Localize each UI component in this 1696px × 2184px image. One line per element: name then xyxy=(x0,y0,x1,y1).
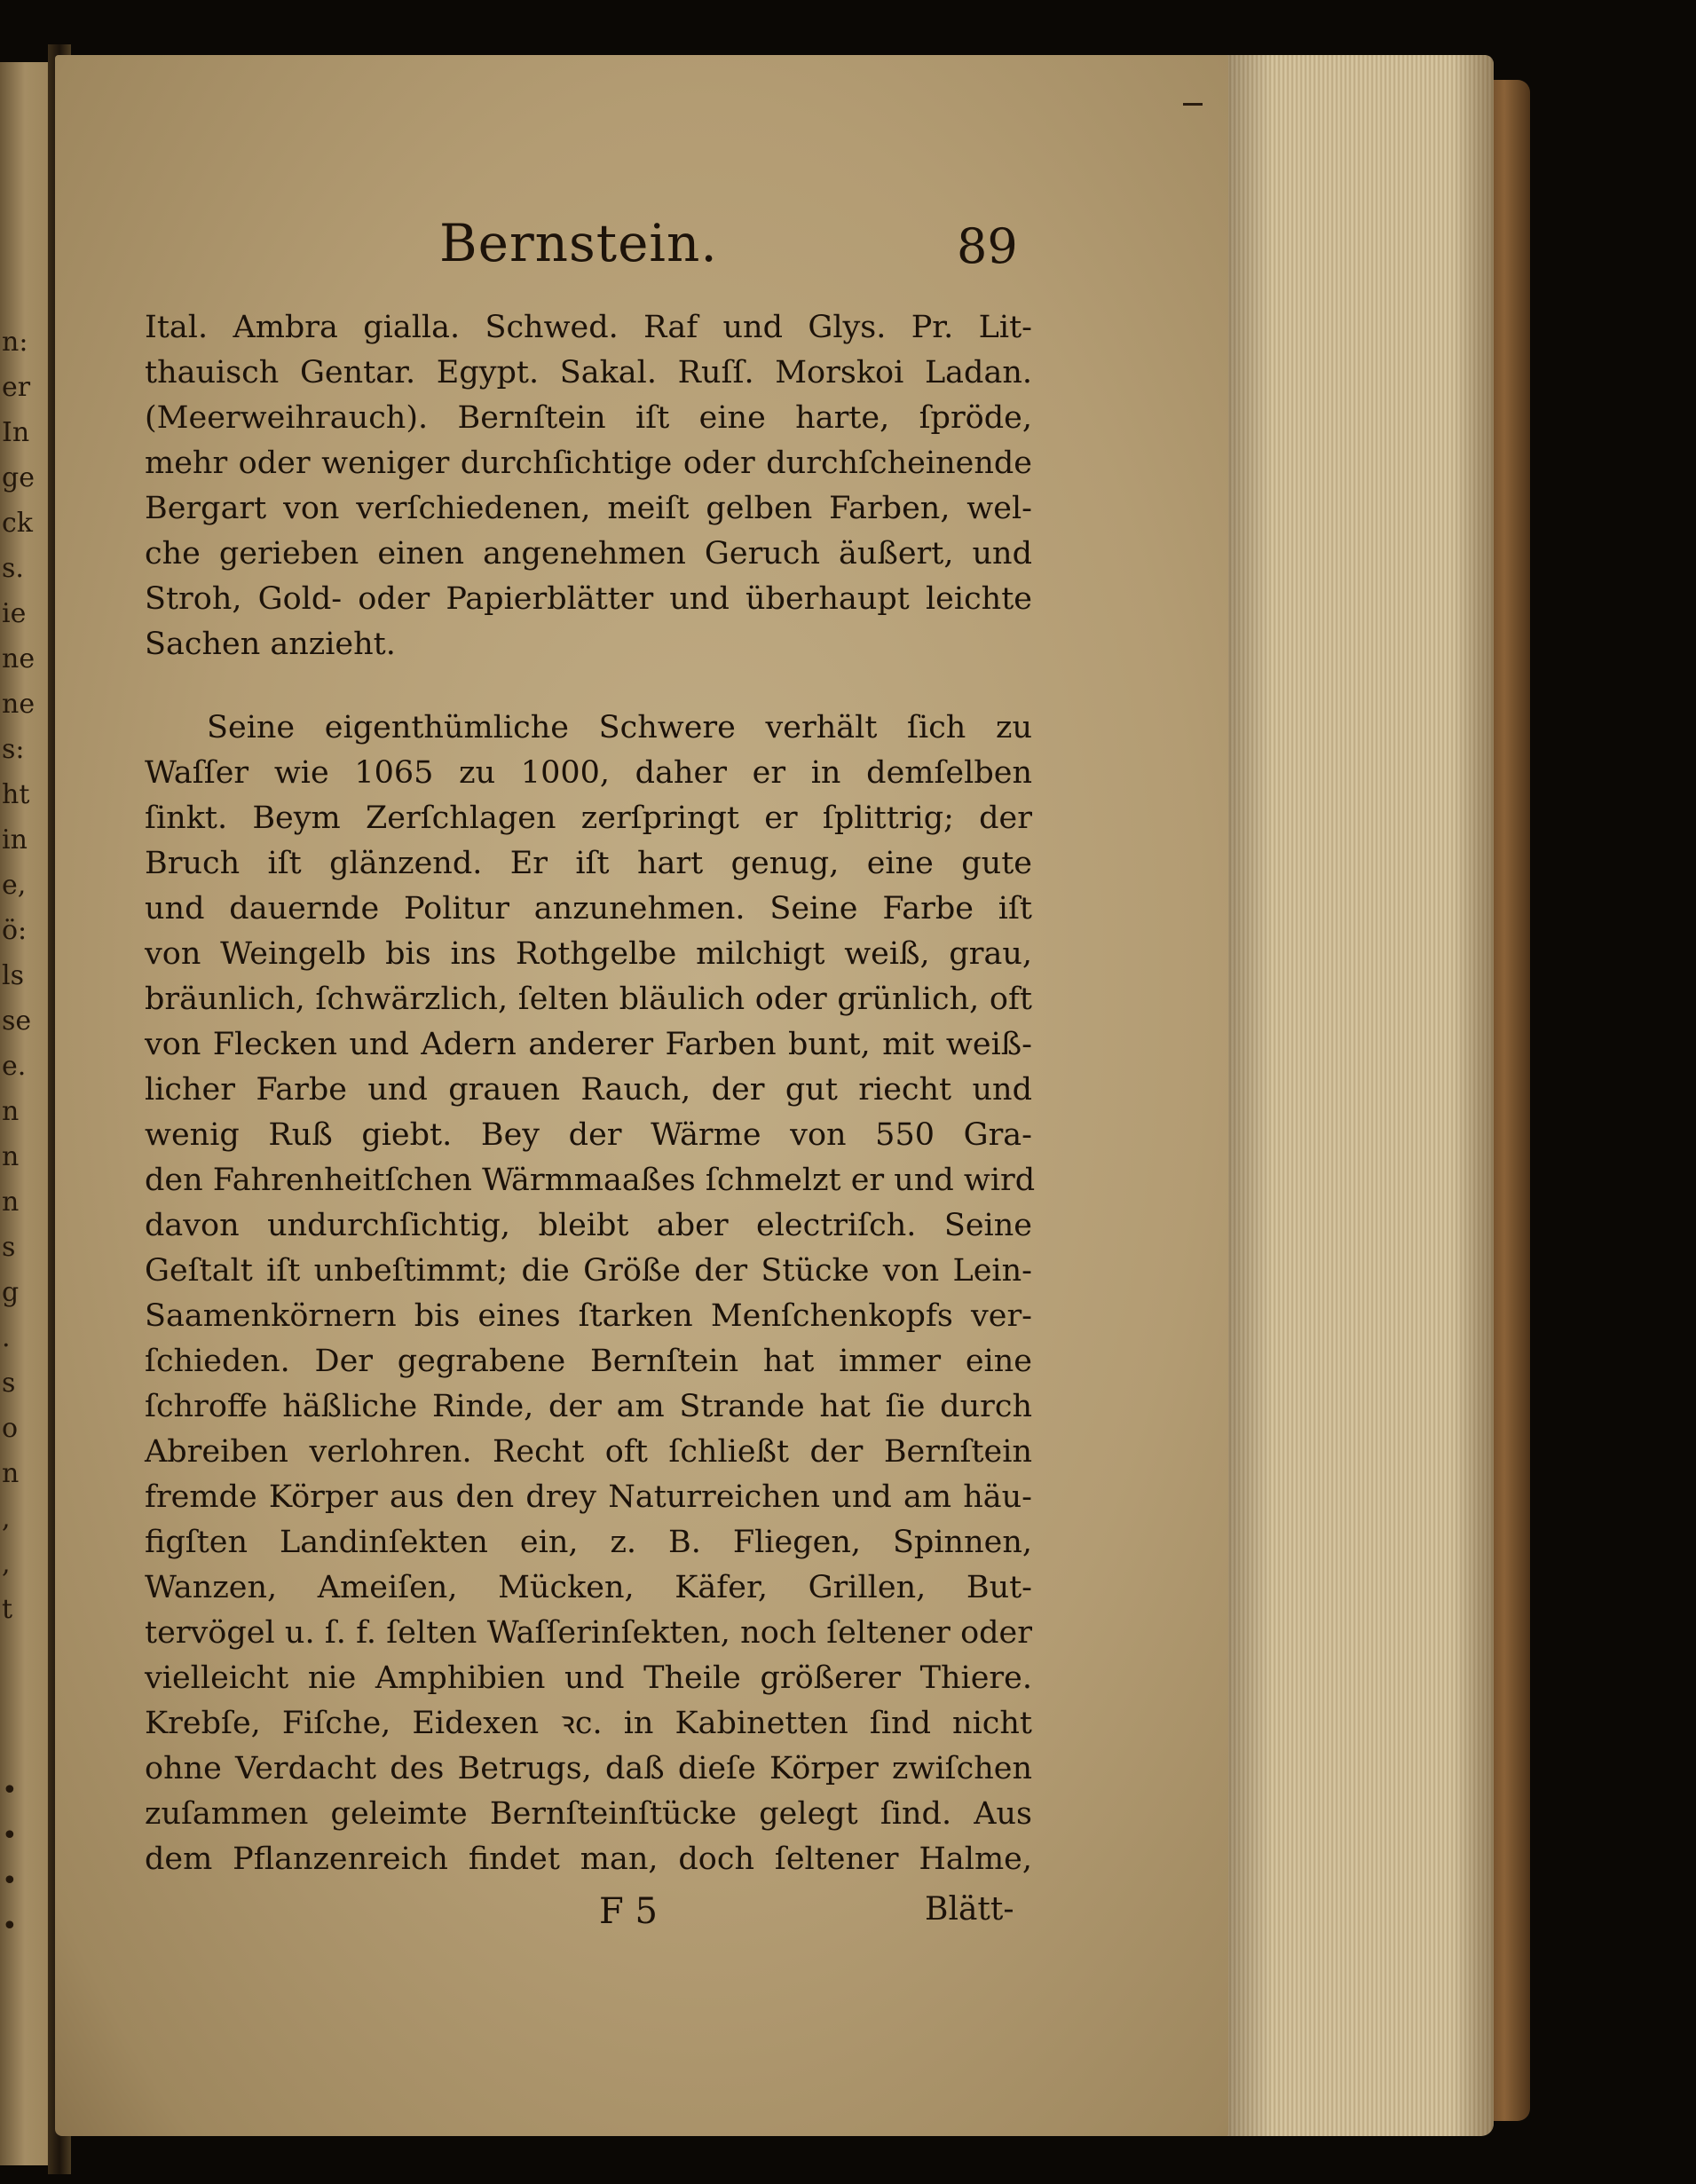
text-line: bräunlich, ſchwärzlich, ſelten bläulich oder grünlich, oft xyxy=(145,982,1032,1017)
left-fragment: ie xyxy=(2,598,27,629)
text-line: Wanzen, Ameiſen, Mücken, Käfer, Grillen, But- xyxy=(145,1570,1032,1605)
text-line: Krebſe, Fiſche, Eidexen ꝛc. in Kabinetten ſind nicht xyxy=(145,1706,1032,1741)
left-fragment: t xyxy=(2,1594,13,1625)
left-fragment: , xyxy=(2,1549,11,1580)
text-line: Bruch iſt glänzend. Er iſt hart genug, eine gute xyxy=(145,846,1032,881)
left-fragment: e. xyxy=(2,1051,27,1082)
paragraph-1 xyxy=(145,305,1032,667)
text-line: (Meerweihrauch). Bernſtein iſt eine harte, ſpröde, xyxy=(145,400,1032,436)
left-fragment: n: xyxy=(2,327,28,358)
left-fragment: ö: xyxy=(2,915,28,946)
left-page-text-fragments xyxy=(2,319,46,1949)
text-line: Sachen anzieht. xyxy=(145,627,396,662)
left-fragment: e, xyxy=(2,870,27,901)
left-fragment: s: xyxy=(2,734,25,765)
left-fragment: • xyxy=(2,1911,18,1942)
left-fragment: n xyxy=(2,1096,20,1127)
left-fragment: • xyxy=(2,1775,18,1806)
left-fragment: ge xyxy=(2,462,35,493)
text-line: mehr oder weniger durchſichtige oder durchſcheinende xyxy=(145,445,1032,481)
text-line: ohne Verdacht des Betrugs, daß dieſe Körper zwiſchen xyxy=(145,1751,1032,1786)
left-fragment: o xyxy=(2,1413,19,1444)
left-fragment: , xyxy=(2,1503,11,1534)
text-line: fremde Körper aus den drey Naturreichen und am häu- xyxy=(145,1479,1032,1515)
running-head: Bernstein. xyxy=(439,213,718,273)
left-facing-page xyxy=(0,62,55,2165)
text-line: Geſtalt iſt unbeſtimmt; die Größe der Stücke von Lein- xyxy=(145,1253,1032,1289)
text-line: Ital. Ambra gialla. Schwed. Raf und Glys. Pr. Lit- xyxy=(145,310,1032,345)
text-line: vielleicht nie Amphibien und Theile größerer Thiere. xyxy=(145,1660,1032,1696)
text-line: von Weingelb bis ins Rothgelbe milchigt weiß, grau, xyxy=(145,936,1032,972)
left-fragment: n xyxy=(2,1458,20,1489)
left-fragment: ne xyxy=(2,689,35,720)
text-line: Saamenkörnern bis eines ſtarken Menſchenkopfs ver- xyxy=(145,1298,1032,1334)
left-fragment: er xyxy=(2,372,31,403)
left-fragment: ck xyxy=(2,508,33,539)
left-fragment: ls xyxy=(2,960,24,991)
left-fragment: . xyxy=(2,1322,11,1353)
left-fragment: n xyxy=(2,1141,20,1172)
left-fragment xyxy=(2,1677,46,1723)
left-fragment: In xyxy=(2,417,30,448)
left-fragment: ht xyxy=(2,779,30,810)
left-fragment: se xyxy=(2,1005,32,1037)
page-edges-shading xyxy=(1223,55,1494,2136)
left-fragment: in xyxy=(2,824,28,855)
catchword: Blätt- xyxy=(925,1891,1014,1928)
left-fragment: s. xyxy=(2,553,24,584)
left-fragment xyxy=(2,1723,46,1768)
text-line: von Flecken und Adern anderer Farben bunt, mit weiß- xyxy=(145,1027,1032,1062)
left-fragment: • xyxy=(2,1820,18,1851)
text-line: thauisch Gentar. Egypt. Sakal. Ruſſ. Morskoi Ladan. xyxy=(145,355,1032,390)
text-line: dem Pflanzenreich findet man, doch ſeltener Halme, xyxy=(145,1841,1032,1877)
text-line: che gerieben einen angenehmen Geruch äußert, und xyxy=(145,536,1032,572)
text-line: licher Farbe und grauen Rauch, der gut riecht und xyxy=(145,1072,1032,1108)
text-line: davon undurchſichtig, bleibt aber electriſch. Seine xyxy=(145,1208,1032,1243)
page-number: 89 xyxy=(957,218,1018,274)
left-fragment: n xyxy=(2,1187,20,1218)
margin-mark xyxy=(1183,103,1203,106)
text-line: und dauernde Politur anzunehmen. Seine Farbe iſt xyxy=(145,891,1032,926)
left-fragment xyxy=(2,1632,46,1677)
paragraph-2 xyxy=(145,706,1036,1882)
text-line: ſchieden. Der gegrabene Bernſtein hat immer eine xyxy=(145,1344,1032,1379)
text-line: wenig Ruß giebt. Bey der Wärme von 550 Gra- xyxy=(145,1117,1032,1153)
text-line: figſten Landinſekten ein, z. B. Fliegen, Spinnen, xyxy=(145,1525,1032,1560)
text-line: Bergart von verſchiedenen, meiſt gelben Farben, wel- xyxy=(145,491,1032,526)
text-line: Waſſer wie 1065 zu 1000, daher er in demſelben xyxy=(145,755,1032,791)
left-fragment: ne xyxy=(2,643,35,674)
text-line: Seine eigenthümliche Schwere verhält ſich zu xyxy=(207,710,1032,745)
text-line: zuſammen geleimte Bernſteinſtücke gelegt ſind. Aus xyxy=(145,1796,1032,1832)
text-line: ſchroffe häßliche Rinde, der am Strande hat ſie durch xyxy=(145,1389,1032,1424)
text-line: Stroh, Gold- oder Papierblätter und überhaupt leichte xyxy=(145,581,1032,617)
text-line: ſinkt. Beym Zerſchlagen zerſpringt er ſplittrig; der xyxy=(145,800,1032,836)
left-fragment: s xyxy=(2,1368,16,1399)
text-line: tervögel u. ſ. f. ſelten Waſſerinſekten, noch ſeltener oder xyxy=(145,1615,1032,1651)
text-line: den Fahrenheitſchen Wärmmaaßes ſchmelzt er und wird xyxy=(145,1163,1036,1198)
left-fragment: g xyxy=(2,1277,20,1308)
signature-mark: F 5 xyxy=(599,1891,658,1932)
text-line: Abreiben verlohren. Recht oft ſchließt der Bernſtein xyxy=(145,1434,1032,1470)
left-fragment: • xyxy=(2,1865,18,1896)
book-cover-edge xyxy=(1487,80,1530,2121)
left-fragment: s xyxy=(2,1232,16,1263)
